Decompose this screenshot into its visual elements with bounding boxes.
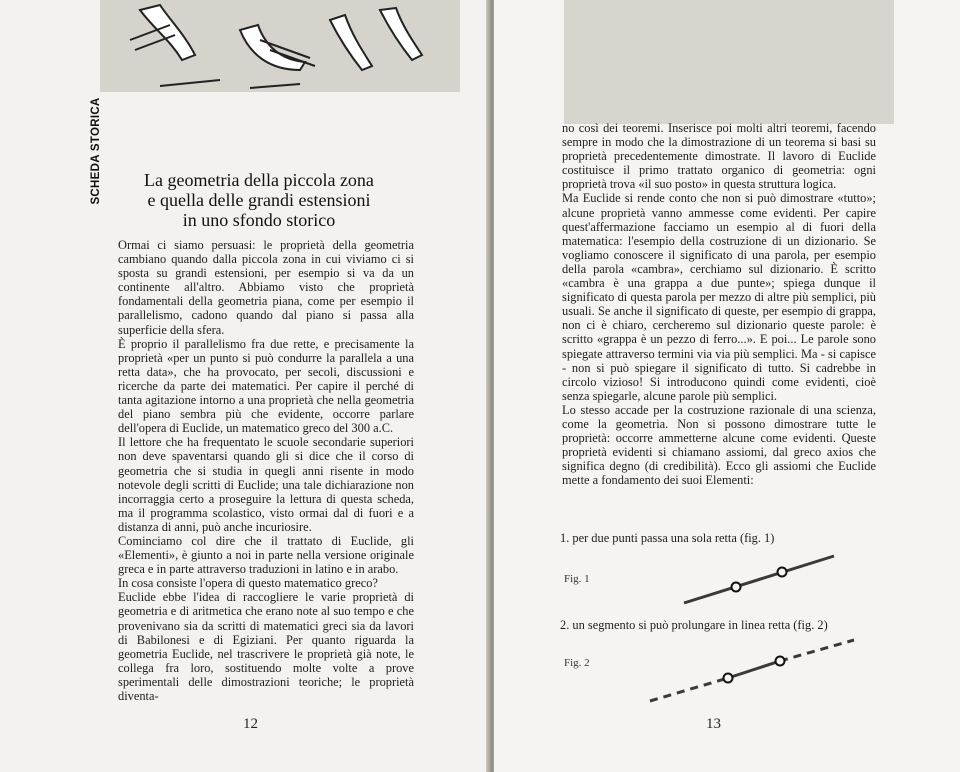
paragraph: In cosa consiste l'opera di questo matematico greco? [118,576,378,591]
page-number: 13 [706,716,721,732]
section-label: SCHEDA STORICA [90,97,102,205]
fig2-label: Fig. 2 [564,657,590,669]
paragraph: Cominciamo col dire che il trattato di Euclide, gli «Elementi», è giunto a noi in parte nella versione originale greca e in parte attraverso traduzioni in latino e in arabo. [118,533,414,577]
axiom-1: 1. per due punti passa una sola retta (fig. 1) [560,531,775,545]
hands-illustration [100,0,460,92]
paragraph: È proprio il parallelismo fra due rette, e precisamente la proprietà «per un punto si può condurre la parallela a una retta data», che ha provocato, per secoli, discussioni e ricerche da parte dei matematici. Per capire il perché di tanta agitazione intorno a una proprietà che nella geometria del piano sembra più che evidente, occorre parlare dell'opera di Euclide, un matematico greco del 300 a.C. [118,336,414,436]
article-title [126,170,392,230]
paragraph: Lo stesso accade per la costruzione razionale di una scienza, come la geometria. Non si possono dimostrare tutte le proprietà: occorre ammetterne alcune come evidenti. Queste proprietà evidenti si chiamano assiomi, dal greco axios che significa degno (di credibilità). Ecco gli assiomi che Euclide mette a fondamento dei suoi Elementi: [562,402,876,488]
right-page [494,0,960,772]
paragraph: Ormai ci siamo persuasi: le proprietà della geometria cambiano quando dalla piccola zona in cui viviamo ci si sposta su grandi estensioni, per esempio si va da un continente all'altro. Abbiamo visto che proprietà fondamentali della geometria piana, come per esempio il parallelismo, cadono quando dal piano si passa alla superficie della sfera. [118,238,414,337]
fig1-label: Fig. 1 [564,573,590,585]
paragraph: Ma Euclide si rende conto che non si può dimostrare «tutto»; alcune proprietà vanno ammesse come evidenti. Per capire quest'affermazione facciamo un esempio al di fuori della matematica: l'esempio della costruzione di un dizionario. Se vogliamo conoscere il significato di una parola, per esempio della parola «cambra», cerchiamo sul dizionario. È scritto «cambra è una grappa a due punte»; spiega dunque il significato di questa parola per mezzo di altre più semplici, più usuali. Se anche il significato di queste, per esempio di grappa, non ci è chiaro, cercheremo sul dizionario queste parole: è scritto «grappa è un pezzo di ferro...». E poi... Le parole sono spiegate attraverso termini via via più semplici. Ma - si capisce - non si può spiegare il significato di tutto. Si cadrebbe in circolo vizioso! Si introducono quindi come evidenti, cioè senza spiegarle, alcune parole più semplici. [562,191,876,403]
axiom-2: 2. un segmento si può prolungare in linea retta (fig. 2) [560,618,828,632]
right-text-column [562,121,876,487]
paragraph: Euclide ebbe l'idea di raccogliere le varie proprietà di geometria e di aritmetica che erano note al suo tempo e che provenivano sia da scritti di matematici greci sia da lavori di Babilonesi e di Egiziani. Per quanto riguarda la geometria Euclide, nel trascrivere le proprietà già note, le collega fra loro, sostituendo molte volte a prove sperimentali delle dimostrazioni teoriche; le proprietà diventa- [118,590,414,703]
header-band [564,0,894,124]
title-line: La geometria della piccola zona [144,170,374,190]
page-number: 12 [243,716,258,732]
title-line: e quella delle grandi estensioni [147,190,371,210]
fig1-diagram [674,548,844,608]
fig2-diagram [644,636,860,706]
header-illustration-band [100,0,460,92]
title-line: in uno sfondo storico [182,210,336,230]
paragraph: Il lettore che ha frequentato le scuole secondarie superiori non deve spaventarsi quando gli si dice che il corso di geometria che si studia in quegli anni risente in modo notevole degli scritti di Euclide; una tale dichiarazione non incorraggia certo a proseguire la lettura di questa scheda, ma il programma scolastico, visto ormai dal di fuori e a distanza di anni, può anche incuriosire. [118,435,414,534]
paragraph: no così dei teoremi. Inserisce poi molti altri teoremi, facendo sempre in modo che la dimostrazione di un teorema si basi su proprietà precedentemente dimostrate. Il lavoro di Euclide costituisce il primo trattato organico di geometria: ogni proprietà trova «il suo posto» in questa struttura logica. [562,121,876,192]
left-text-column [118,238,414,703]
